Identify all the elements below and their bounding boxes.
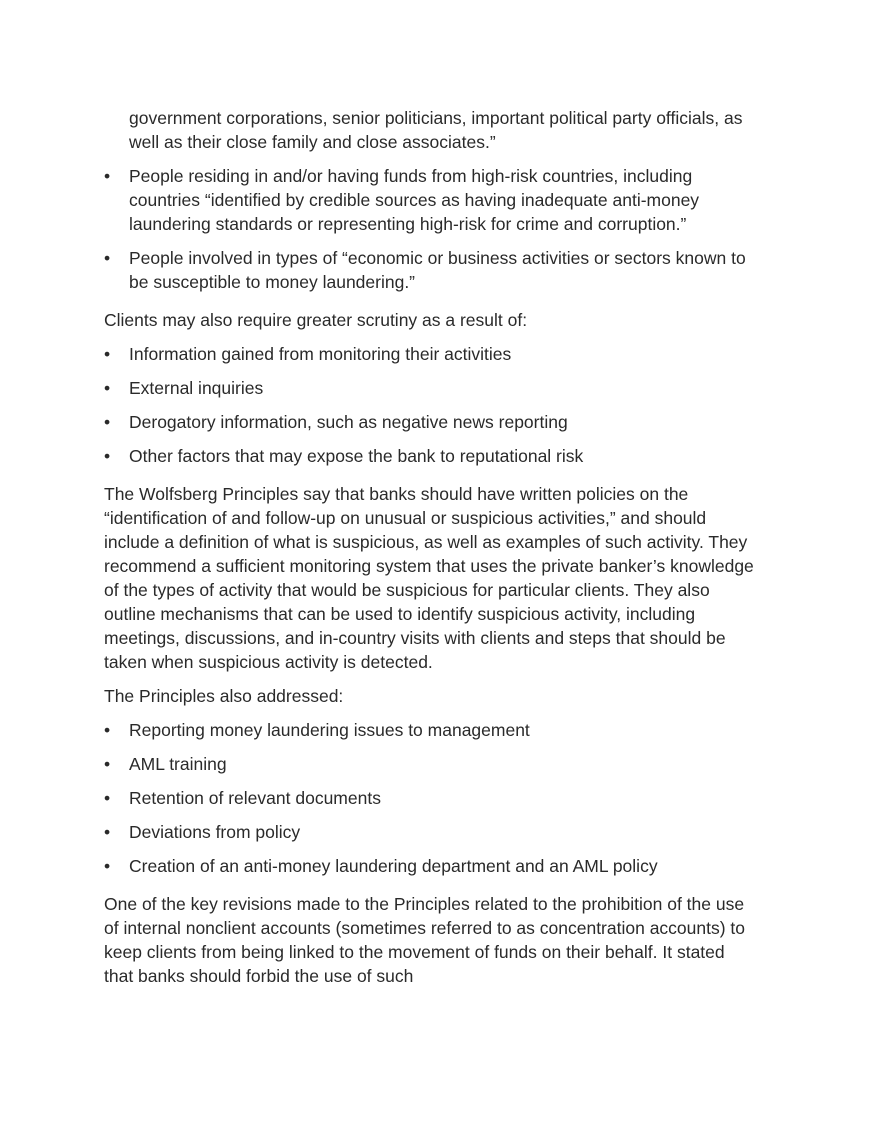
continuation-paragraph: government corporations, senior politicians, important political party officials, as well as their close family and close associates.”: [129, 108, 743, 152]
wolfsberg-paragraph: The Wolfsberg Principles say that banks should have written policies on the “identification of and follow-up on unusual or suspicious activities,” and should include a definition of what is suspicious, as well as examples of such activity. They recommend a sufficient monitoring system that uses the private banker’s knowledge of the types of activity that would be suspicious for particular clients. They also outline mechanisms that can be used to identify suspicious activity, including meetings, discussions, and in-country visits with clients and steps that should be taken when suspicious activity is detected.: [104, 484, 754, 672]
bullet-icon: •: [104, 856, 111, 876]
list-item-text: People involved in types of “economic or business activities or sectors known to be susceptible to money laundering.”: [129, 248, 746, 292]
scrutiny-list: [104, 342, 754, 468]
list-item-text: Reporting money laundering issues to management: [129, 720, 530, 740]
list-item: [104, 752, 754, 776]
list-item: [104, 410, 754, 434]
list-item: [104, 246, 754, 294]
list-item: [104, 342, 754, 366]
list-item-text: People residing in and/or having funds from high-risk countries, including countries “identified by credible sources as having inadequate anti-money laundering standards or representing high-risk for crime and corruption.”: [129, 166, 700, 234]
list-item-text: Information gained from monitoring their activities: [129, 344, 512, 364]
list-item-text: AML training: [129, 754, 227, 774]
list-item: [104, 718, 754, 742]
list-item-text: Other factors that may expose the bank to reputational risk: [129, 446, 584, 466]
bullet-icon: •: [104, 720, 111, 740]
list-item-text: External inquiries: [129, 378, 264, 398]
principles-list: [104, 718, 754, 878]
list-item-text: Retention of relevant documents: [129, 788, 381, 808]
list-item: [104, 444, 754, 468]
risk-clients-list: [104, 164, 754, 294]
list-item: [104, 376, 754, 400]
bullet-icon: •: [104, 248, 111, 268]
principles-intro: The Principles also addressed:: [104, 686, 344, 706]
list-item-text: Deviations from policy: [129, 822, 301, 842]
bullet-icon: •: [104, 412, 111, 432]
list-item: [104, 164, 754, 236]
revisions-paragraph: One of the key revisions made to the Principles related to the prohibition of the use of internal nonclient accounts (sometimes referred to as concentration accounts) to keep clients from being linked to the movement of funds on their behalf. It stated that banks should forbid the use of such: [104, 894, 746, 986]
list-item-text: Derogatory information, such as negative news reporting: [129, 412, 568, 432]
list-item-text: Creation of an anti-money laundering department and an AML policy: [129, 856, 658, 876]
bullet-icon: •: [104, 788, 111, 808]
bullet-icon: •: [104, 344, 111, 364]
scrutiny-intro: Clients may also require greater scrutiny as a result of:: [104, 310, 528, 330]
bullet-icon: •: [104, 166, 111, 186]
bullet-icon: •: [104, 754, 111, 774]
list-item: [104, 786, 754, 810]
list-item: [104, 854, 754, 878]
bullet-icon: •: [104, 378, 111, 398]
bullet-icon: •: [104, 822, 111, 842]
bullet-icon: •: [104, 446, 111, 466]
document-page: [104, 106, 754, 998]
list-item: [104, 820, 754, 844]
